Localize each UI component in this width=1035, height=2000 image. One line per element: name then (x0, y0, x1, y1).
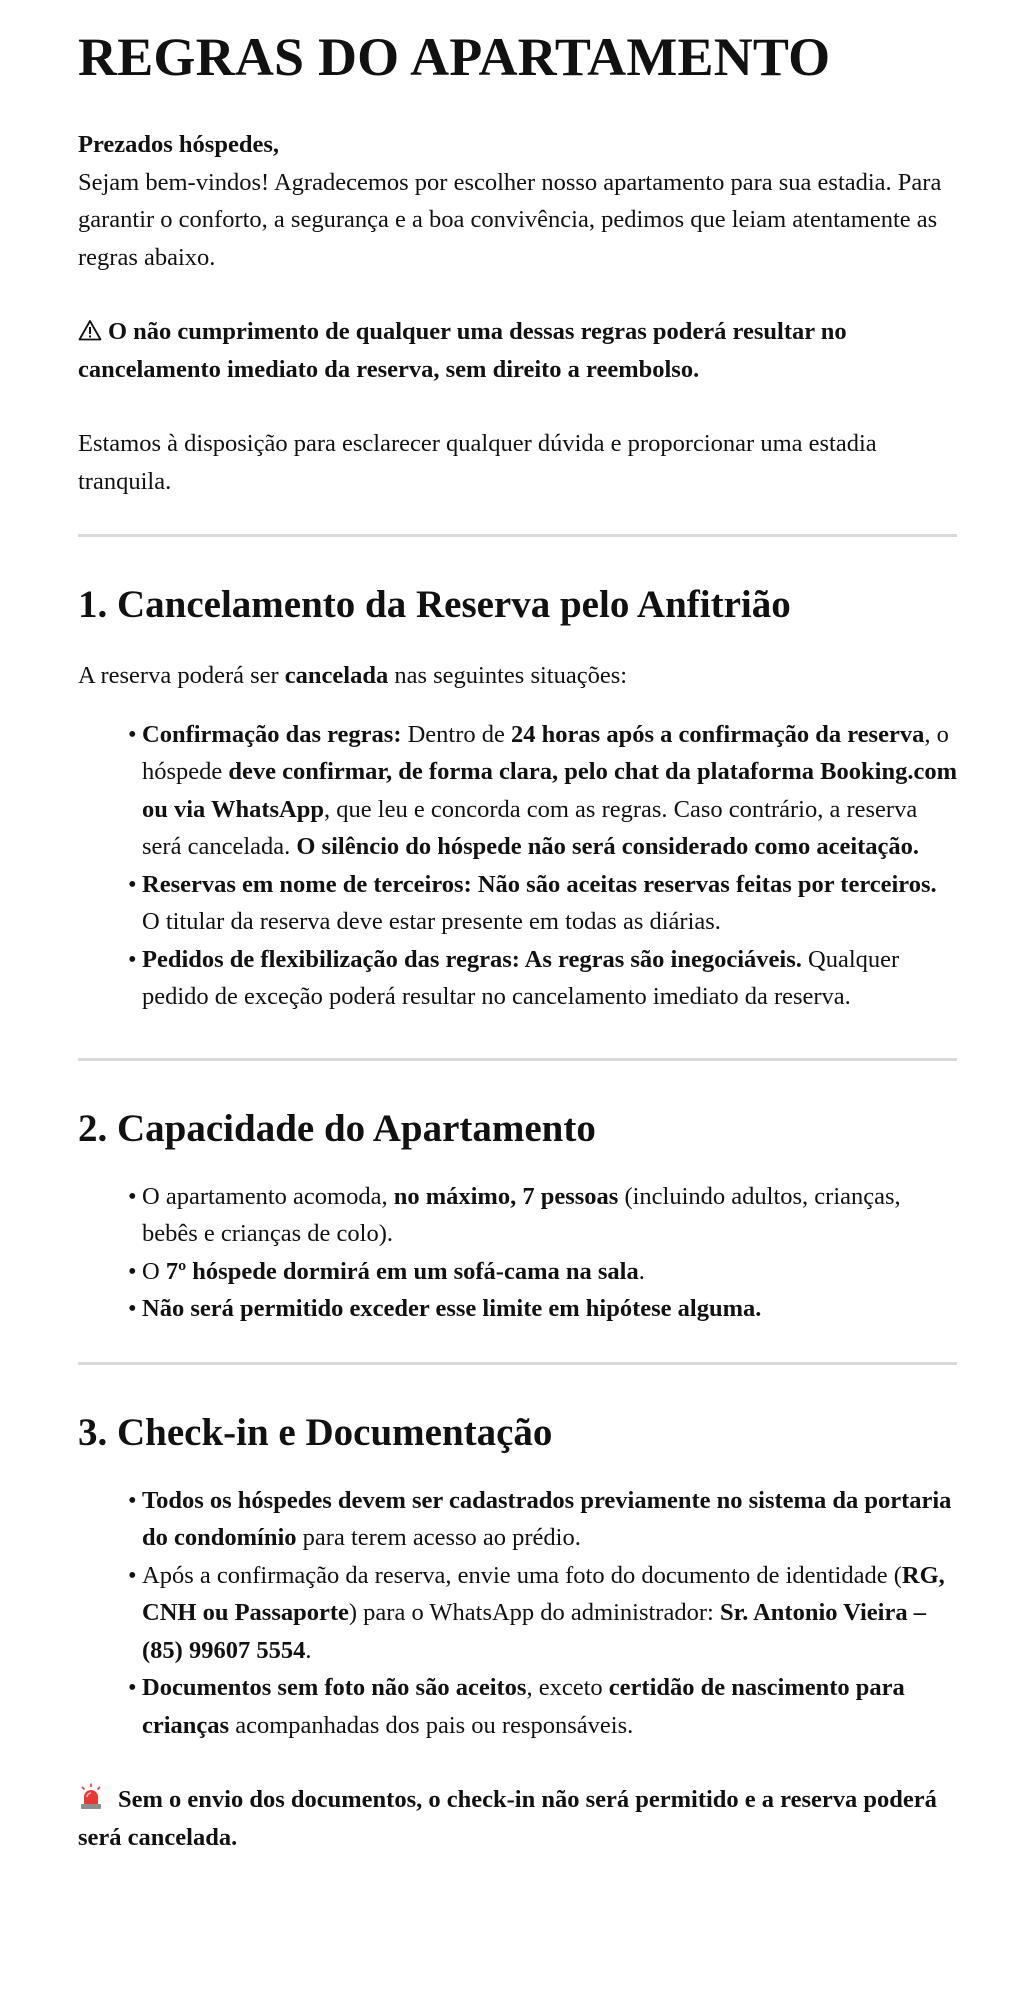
bullet: • (128, 1295, 137, 1322)
section-heading-checkin: 3. Check-in e Documentação (78, 1410, 553, 1454)
bullet: • (128, 1182, 137, 1210)
section-divider (78, 1362, 957, 1365)
item-text: . (305, 1636, 312, 1664)
list-item (78, 1178, 957, 1253)
item-bold: Sr. Antonio Vieira – (85) 99607 5554 (142, 1599, 926, 1664)
item-bold: Todos os hóspedes devem ser cadastrados previamente no sistema da portaria do condomínio (142, 1486, 952, 1551)
item-text: Qualquer pedido de exceção poderá resultar no cancelamento imediato da reserva. (142, 945, 900, 1010)
bullet: • (128, 870, 137, 898)
list-item (78, 716, 957, 866)
warning-text: O não cumprimento de qualquer uma dessas regras poderá resultar no cancelamento imediato da reserva, sem direito a reembolso. (78, 318, 847, 383)
list-item (78, 941, 957, 1016)
item-text: ) para o WhatsApp do administrador: (348, 1599, 720, 1626)
item-text: , que leu e concorda com as regras. Caso contrário, a reserva será cancelada. (142, 795, 918, 860)
list-item (78, 1290, 957, 1328)
item-bold: certidão de nascimento para crianças (142, 1674, 905, 1739)
warning-paragraph (78, 313, 957, 388)
cancellation-list (78, 716, 957, 1016)
section-heading-capacity: 2. Capacidade do Apartamento (78, 1106, 596, 1150)
page-title: REGRAS DO APARTAMENTO (78, 27, 831, 87)
list-item (78, 1253, 957, 1291)
item-text: O titular da reserva deve estar presente em todas as diárias. (142, 908, 721, 935)
bullet: • (128, 1561, 137, 1589)
lead-bold: cancelada (284, 662, 389, 689)
item-bold: Confirmação das regras: (142, 720, 402, 748)
bullet: • (128, 720, 137, 748)
closing-text: Estamos à disposição para esclarecer qualquer dúvida e proporcionar uma estadia tranquila. (78, 430, 877, 495)
item-bold: 24 horas após a confirmação da reserva (511, 720, 925, 748)
item-text: Dentro de (401, 720, 512, 748)
bullet: • (128, 1486, 137, 1514)
item-bold: Reservas em nome de terceiros: Não são aceitas reservas feitas por terceiros. (142, 870, 937, 898)
item-bold: Documentos sem foto não são aceitos (142, 1674, 527, 1701)
item-text: . (638, 1257, 645, 1285)
lead-text: A reserva poderá ser (78, 662, 285, 689)
item-text: acompanhadas dos pais ou responsáveis. (229, 1711, 634, 1739)
warning-triangle-icon (78, 319, 102, 341)
bullet: • (128, 1674, 137, 1701)
item-text: para terem acesso ao prédio. (296, 1524, 581, 1551)
item-text: (incluindo adultos, crianças, bebês e crianças de colo). (142, 1182, 901, 1247)
section-heading-cancellation: 1. Cancelamento da Reserva pelo Anfitrião (78, 583, 791, 626)
checkin-alert (78, 1781, 957, 1856)
item-bold: no máximo, 7 pessoas (393, 1182, 619, 1210)
item-bold: 7º hóspede dormirá em um sofá-cama na sala (165, 1257, 639, 1285)
item-bold: Pedidos de flexibilização das regras: As regras são inegociáveis. (142, 945, 802, 973)
item-bold: deve confirmar, de forma clara, pelo chat da plataforma Booking.com ou via WhatsApp (142, 758, 957, 823)
cancellation-lead (78, 657, 957, 695)
list-item (78, 1557, 957, 1670)
item-text: Após a confirmação da reserva, envie uma foto do documento de identidade ( (142, 1561, 902, 1589)
list-item (78, 1669, 957, 1744)
welcome-text: Sejam bem-vindos! Agradecemos por escolher nosso apartamento para sua estadia. Para garantir o conforto, a segurança e a boa convivência, pedimos que leiam atentamente as regras abaixo. (78, 168, 942, 271)
item-text: , o hóspede (142, 720, 949, 785)
section-divider (78, 534, 957, 537)
item-bold: O silêncio do hóspede não será considerado como aceitação. (296, 833, 920, 860)
item-bold: RG, CNH ou Passaporte (142, 1561, 945, 1626)
item-bold: Não será permitido exceder esse limite em hipótese alguma. (142, 1295, 762, 1322)
list-item (78, 1482, 957, 1557)
lead-text-end: nas seguintes situações: (388, 662, 628, 689)
section-divider (78, 1058, 957, 1061)
bullet: • (128, 945, 137, 973)
item-text: O (142, 1257, 166, 1285)
item-text: , exceto (526, 1674, 609, 1701)
siren-icon (78, 1783, 104, 1811)
item-text: O apartamento acomoda, (142, 1182, 394, 1210)
checkin-list (78, 1482, 957, 1745)
alert-text: Sem o envio dos documentos, o check-in não será permitido e a reserva poderá será cancelada. (78, 1786, 937, 1851)
capacity-list (78, 1178, 957, 1328)
bullet: • (128, 1257, 137, 1285)
list-item (78, 866, 957, 941)
greeting: Prezados hóspedes, (78, 131, 280, 158)
